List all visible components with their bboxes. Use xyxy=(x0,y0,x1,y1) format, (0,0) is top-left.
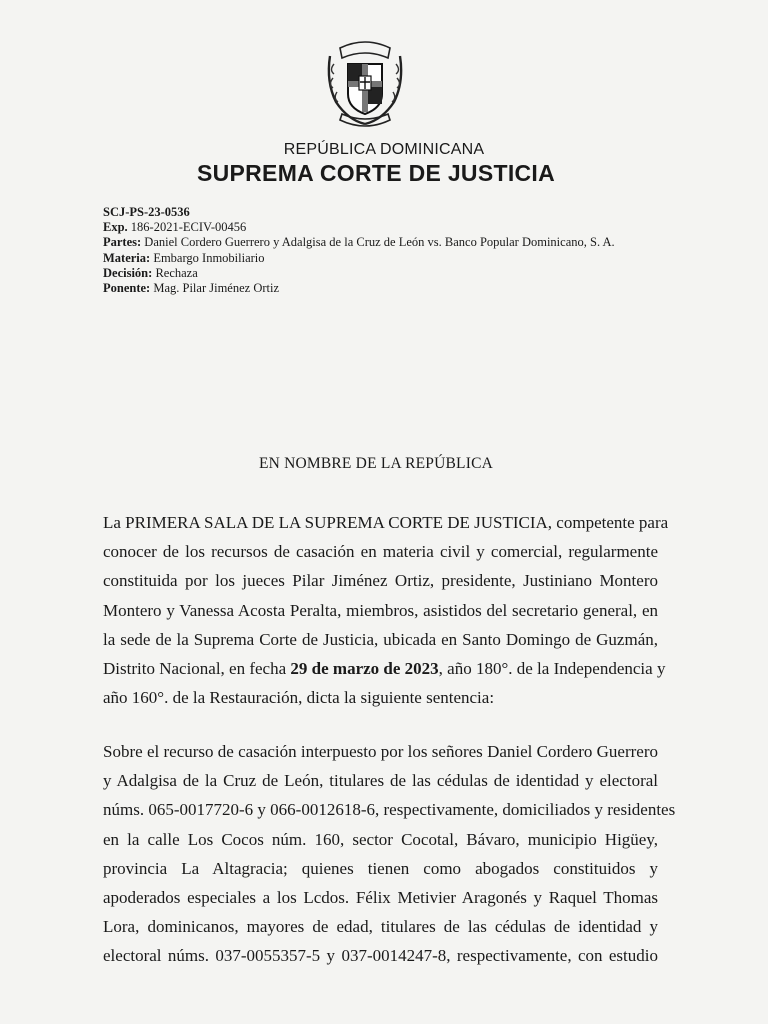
case-decision-label: Decisión: xyxy=(103,265,153,280)
paragraph-line: Sobre el recurso de casación interpuesto por los señores Daniel Cordero Guerrero xyxy=(103,742,658,761)
date-suffix: , año 180°. de la Independencia y xyxy=(438,659,666,679)
case-exp-label: Exp. xyxy=(103,220,128,235)
case-decision xyxy=(103,266,615,281)
paragraph-line: apoderados especiales a los Lcdos. Félix Metivier Aragonés y Raquel Thomas xyxy=(103,888,658,908)
paragraph-line: Lora, dominicanos, mayores de edad, titulares de las cédulas de identidad y xyxy=(103,917,658,937)
case-info-block xyxy=(103,205,615,296)
paragraph-line: provincia La Altagracia; quienes tienen como abogados constituidos y xyxy=(103,858,658,878)
case-partes-label: Partes: xyxy=(103,235,142,250)
case-ponente-label: Ponente: xyxy=(103,281,151,296)
case-materia-label: Materia: xyxy=(103,250,151,265)
court-title: SUPREMA CORTE DE JUSTICIA xyxy=(196,160,556,186)
paragraph-line: conocer de los recursos de casación en materia civil y comercial, regularmente xyxy=(103,542,658,562)
paragraph-line: año 160°. de la Restauración, dicta la siguiente sentencia: xyxy=(103,688,495,708)
coat-of-arms-seal xyxy=(318,34,412,134)
paragraph-line: Montero y Vanessa Acosta Peralta, miembros, asistidos del secretario general, en xyxy=(103,600,658,620)
case-materia xyxy=(103,251,615,266)
case-ponente xyxy=(103,281,615,296)
document-heading: EN NOMBRE DE LA REPÚBLICA xyxy=(258,455,494,472)
case-id xyxy=(103,205,615,220)
case-materia-value: Embargo Inmobiliario xyxy=(153,250,265,265)
paragraph-appeal xyxy=(103,737,676,971)
decision-date: 29 de marzo de 2023 xyxy=(290,659,439,679)
paragraph-line: electoral núms. 037-0055357-5 y 037-0014247-8, respectivamente, con estudio xyxy=(103,946,658,966)
case-partes-value: Daniel Cordero Guerrero y Adalgisa de la Cruz de León vs. Banco Popular Dominicano, S. A. xyxy=(144,235,615,250)
date-prefix: Distrito Nacional, en fecha xyxy=(103,659,291,679)
case-exp-value: 186-2021-ECIV-00456 xyxy=(130,220,247,235)
paragraph-line xyxy=(103,654,666,683)
paragraph-line: constituida por los jueces Pilar Jiménez Ortiz, presidente, Justiniano Montero xyxy=(103,571,658,591)
paragraph-line: en la calle Los Cocos núm. 160, sector Cocotal, Bávaro, municipio Higüey, xyxy=(103,829,658,849)
paragraph-line: y Adalgisa de la Cruz de León, titulares de las cédulas de identidad y electoral xyxy=(103,771,658,791)
case-partes xyxy=(103,235,615,250)
case-id-value: SCJ-PS-23-0536 xyxy=(103,205,190,219)
paragraph-line: núms. 065-0017720-6 y 066-0012618-6, respectivamente, domiciliados y residentes xyxy=(103,800,676,820)
paragraph-intro xyxy=(103,508,669,712)
case-decision-value: Rechaza xyxy=(155,265,198,280)
paragraph-line: la sede de la Suprema Corte de Justicia, ubicada en Santo Domingo de Guzmán, xyxy=(103,629,658,649)
case-ponente-value: Mag. Pilar Jiménez Ortiz xyxy=(153,281,280,296)
paragraph-line: La PRIMERA SALA DE LA SUPREMA CORTE DE JUSTICIA, competente para xyxy=(103,513,669,532)
country-title: REPÚBLICA DOMINICANA xyxy=(283,141,485,158)
case-exp xyxy=(103,220,615,235)
